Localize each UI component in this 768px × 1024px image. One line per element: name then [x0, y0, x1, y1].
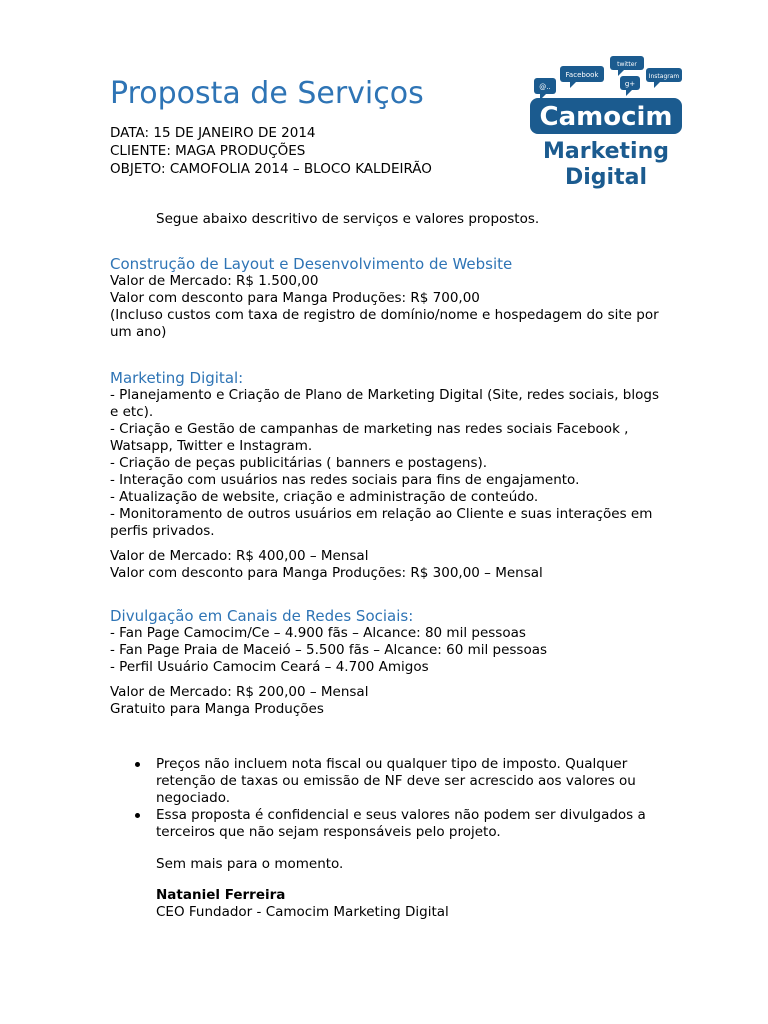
- page-title: Proposta de Serviços: [110, 76, 424, 111]
- proposal-meta: [110, 124, 432, 178]
- client-line: CLIENTE: MAGA PRODUÇÕES: [110, 143, 306, 159]
- notes-list: [110, 756, 680, 841]
- market-value: Valor de Mercado: R$ 1.500,00: [110, 273, 319, 289]
- discount-value: Valor com desconto para Manga Produções: R$ 300,00 – Mensal: [110, 565, 543, 581]
- bubble-at: @..: [539, 83, 551, 91]
- market-value: Valor de Mercado: R$ 400,00 – Mensal: [110, 548, 369, 564]
- discount-value: Valor com desconto para Manga Produções: R$ 700,00: [110, 290, 480, 306]
- bubble-twitter: twitter: [617, 61, 637, 68]
- note-item: Essa proposta é confidencial e seus valores não podem ser divulgados a terceiros que não sejam responsáveis pelo projeto.: [156, 807, 680, 841]
- logo-line-3: Digital: [565, 165, 647, 190]
- list-item: - Fan Page Praia de Maceió – 5.500 fãs – Alcance: 60 mil pessoas: [110, 642, 548, 658]
- section-heading: Construção de Layout e Desenvolvimento de Website: [110, 255, 513, 273]
- list-item: - Fan Page Camocim/Ce – 4.900 fãs – Alcance: 80 mil pessoas: [110, 625, 526, 641]
- free-note: Gratuito para Manga Produções: [110, 701, 324, 717]
- list-item: - Planejamento e Criação de Plano de Marketing Digital (Site, redes sociais, blogs e etc).: [110, 387, 659, 420]
- note-item: Preços não incluem nota fiscal ou qualquer tipo de imposto. Qualquer retenção de taxas ou emissão de NF deve ser acrescido aos valores ou negociado.: [156, 756, 680, 807]
- closing: [156, 856, 449, 921]
- signer-name: Nataniel Ferreira: [156, 887, 286, 903]
- object-line: OBJETO: CAMOFOLIA 2014 – BLOCO KALDEIRÃO: [110, 161, 432, 177]
- bubble-instagram: Instagram: [648, 73, 680, 80]
- list-item: - Interação com usuários nas redes sociais para fins de engajamento.: [110, 472, 580, 488]
- list-item: - Criação e Gestão de campanhas de marketing nas redes sociais Facebook , Watsapp, Twitter e Instagram.: [110, 421, 629, 454]
- bubble-facebook: Facebook: [565, 71, 599, 79]
- logo-line-2: Marketing: [542, 139, 670, 164]
- bubble-gplus: g+: [624, 80, 636, 88]
- list-item: - Perfil Usuário Camocim Ceará – 4.700 Amigos: [110, 659, 429, 675]
- sign-off: Sem mais para o momento.: [156, 856, 344, 872]
- market-value: Valor de Mercado: R$ 200,00 – Mensal: [110, 684, 369, 700]
- section-heading: Marketing Digital:: [110, 369, 244, 387]
- list-item: - Atualização de website, criação e administração de conteúdo.: [110, 489, 539, 505]
- logo-line-1: Camocim: [539, 102, 673, 132]
- section-heading: Divulgação em Canais de Redes Sociais:: [110, 607, 414, 625]
- included-costs-note: (Incluso custos com taxa de registro de domínio/nome e hospedagem do site por um ano): [110, 307, 659, 340]
- section-marketing: [110, 370, 670, 582]
- section-website: [110, 256, 670, 341]
- social-bubbles-icon: [534, 56, 682, 100]
- camocim-logo: [526, 52, 686, 192]
- date-line: DATA: 15 DE JANEIRO DE 2014: [110, 125, 316, 141]
- list-item: - Criação de peças publicitárias ( banners e postagens).: [110, 455, 488, 471]
- list-item: - Monitoramento de outros usuários em relação ao Cliente e suas interações em perfis privados.: [110, 506, 653, 539]
- section-social: [110, 608, 670, 718]
- signer-role: CEO Fundador - Camocim Marketing Digital: [156, 904, 449, 920]
- intro-text: Segue abaixo descritivo de serviços e valores propostos.: [156, 211, 540, 227]
